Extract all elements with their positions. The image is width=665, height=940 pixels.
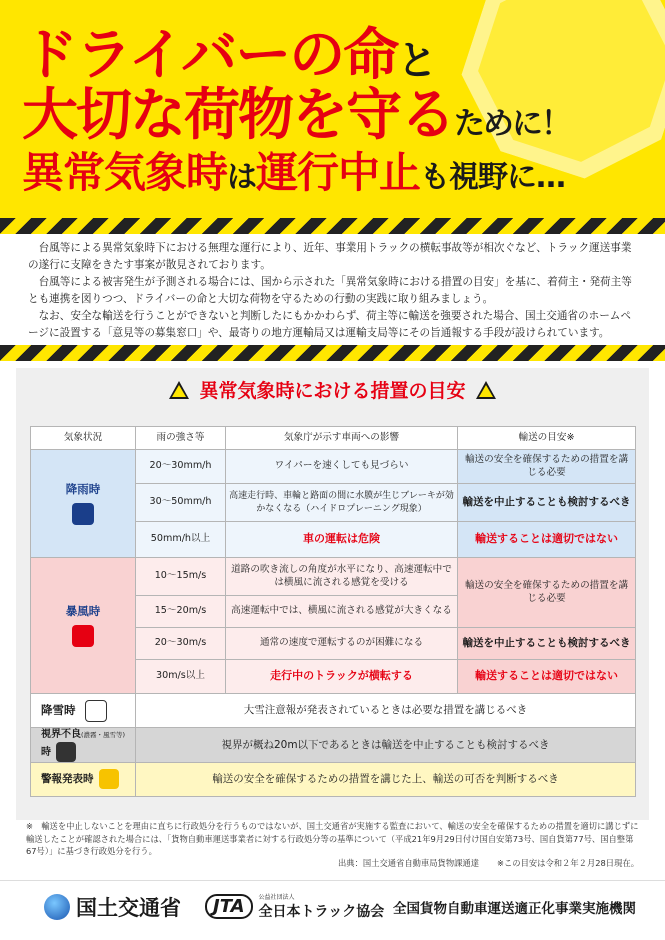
intro-paragraph-2: 台風等による被害発生が予測される場合には、国から示された「異常気象時における措置の目安」を基に、着荷主・発荷主等とも連携を図りつつ、ドライバーの命と大切な荷物を守るための行動の実践に取り組みましょう。 [28, 276, 632, 305]
intro-text [28, 240, 640, 342]
table-row: 降雪時 大雪注意報が発表されているときは必要な措置を講じるべき [31, 694, 636, 728]
headline-line-3: 異常気象時は運行中止も視野に… [22, 148, 566, 197]
rain-condition-cell: 降雨時 [31, 450, 136, 558]
table-row: 暴風時 10～15m/s 道路の吹き流しの角度が水平になり、高速運転中では横風に流される感覚を受ける 輸送の安全を確保するための措置を講じる必要 [31, 558, 636, 596]
source-line: 出典：国土交通省自動車局貨物課通達 ※この目安は令和２年２月28日現在。 [337, 858, 639, 868]
intro-paragraph-1: 台風等による異常気象時下における無理な運行により、近年、事業用トラックの横転事故等が相次ぐなど、トラック運送事業の遂行に支障をきたす事案が散見されております。 [28, 242, 632, 271]
header-guide: 輸送の目安※ [458, 427, 636, 450]
snow-icon [85, 700, 107, 722]
poster-header [0, 0, 665, 218]
headline-line-2: 大切な荷物を守るために！ [22, 83, 570, 148]
intro-paragraph-3: なお、安全な輸送を行うことができないと判断したにもかかわらず、荷主等に輸送を強要された場合、国土交通省のホームページに設置する「意見等の募集窓口」や、最寄りの地方運輸局又は運輸支局等にその旨通報する手段が設けられています。 [28, 310, 631, 339]
table-row: 30m/s以上 走行中のトラックが横転する 輸送することは適切ではない [31, 660, 636, 694]
warning-icon: ! [476, 381, 496, 399]
warning-icon: ! [169, 381, 189, 399]
footnote: ※ 輸送を中止しないことを理由に直ちに行政処分を行うものではないが、国土交通省が実施する監査において、輸送の安全を確保するための措置を適切に講じずに輸送したことが確認された場合には、「貨物自動車運送事業者に対する行政処分等の基準について（平成21年9月29日付け国自安第73号、国自貨第77号、国自整第67号）」に基づき行政処分を行う。 [26, 821, 639, 856]
wind-icon [72, 625, 94, 647]
mlit-logo-icon [44, 894, 70, 920]
header-effect: 気象庁が示す車両への影響 [226, 427, 458, 450]
fog-condition-cell: 視界不良(濃霧・風雪等)時 [31, 728, 136, 763]
footer-divider [0, 880, 665, 881]
fog-icon [56, 742, 76, 762]
hazard-stripe-top [0, 218, 665, 234]
org3-name: 全国貨物自動車運送適正化事業実施機関 [393, 901, 636, 917]
table-row: 20～30m/s 通常の速度で運転するのが困難になる 輸送を中止することも検討するべき [31, 628, 636, 660]
measures-table [30, 426, 636, 797]
table-row: 視界不良(濃霧・風雪等)時 視界が概ね20m以下であるときは輸送を中止することも検討するべき [31, 728, 636, 763]
rain-icon [72, 503, 94, 525]
table-row: 50mm/h以上 車の運転は危険 輸送することは適切ではない [31, 522, 636, 558]
table-row: 30～50mm/h 高速走行時、車輪と路面の間に水膜が生じブレーキが効かなくなる（ハイドロプレーニング現象） 輸送を中止することも検討するべき [31, 484, 636, 522]
snow-condition-cell: 降雪時 [31, 694, 136, 728]
header-weather: 気象状況 [31, 427, 136, 450]
bell-icon [99, 769, 119, 789]
table-header-row [31, 427, 636, 450]
hazard-stripe-middle [0, 345, 665, 361]
measures-title: ! 異常気象時における措置の目安 ! [16, 376, 649, 403]
table-row: 15～20m/s 高速運転中では、横風に流される感覚が大きくなる [31, 596, 636, 628]
table-row: 降雨時 20～30mm/h ワイパーを速くしても見づらい 輸送の安全を確保するための措置を講じる必要 [31, 450, 636, 484]
alert-condition-cell: 警報発表時 [31, 762, 136, 796]
mlit-logo: 国土交通省 [44, 892, 181, 922]
wind-condition-cell: 暴風時 [31, 558, 136, 694]
table-row: 警報発表時 輸送の安全を確保するための措置を講じた上、輸送の可否を判断するべき [31, 762, 636, 796]
headline-line-1: ドライバーの命と [22, 23, 436, 88]
measures-card [16, 368, 649, 820]
header-intensity: 雨の強さ等 [136, 427, 226, 450]
jta-logo: JTA 公益社団法人 全日本トラック協会 [205, 892, 384, 921]
